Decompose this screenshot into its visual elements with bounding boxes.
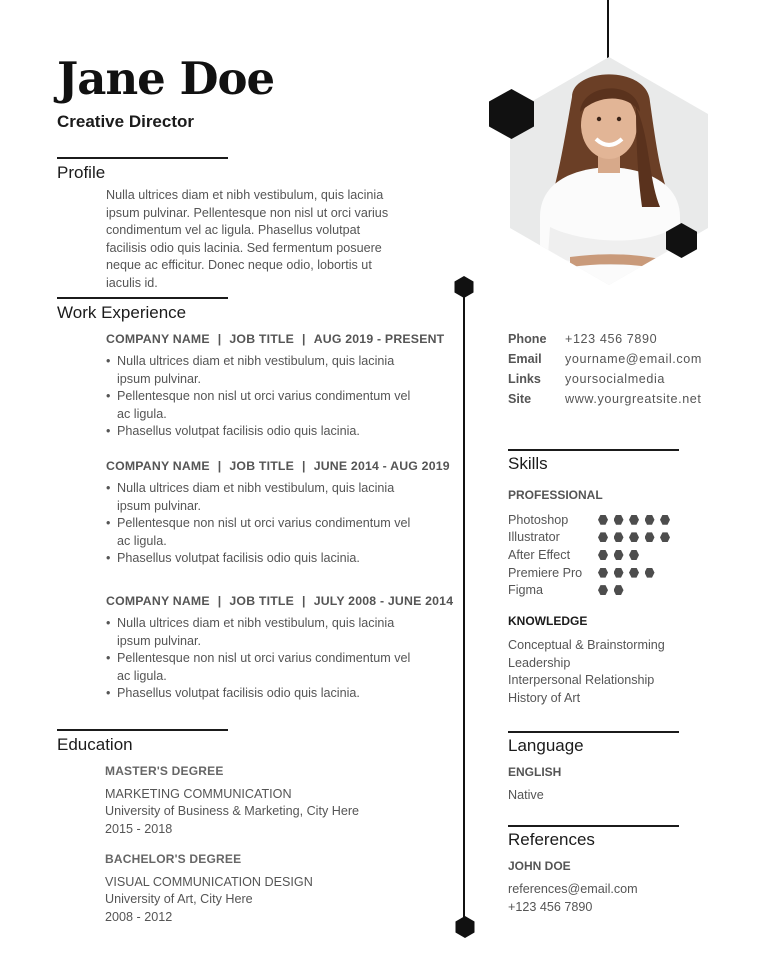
job-company: COMPANY NAME [106,459,210,473]
skill-dot-icon [645,532,655,542]
skills-heading: Skills [508,454,548,473]
reference-contact [508,881,638,916]
skill-dot-icon [645,568,655,578]
contact-value: +123 456 7890 [565,332,658,346]
education-years: 2015 - 2018 [105,821,173,836]
degree-title: MASTER'S DEGREE [105,764,224,778]
skill-name: Premiere Pro [508,565,583,580]
skill-row [508,581,670,599]
skill-row [508,546,670,564]
job-separator: | [217,594,222,608]
reference-phone: +123 456 7890 [508,899,593,914]
job-dates: JUNE 2014 - AUG 2019 [313,459,450,473]
skill-rating [598,515,670,525]
contact-value[interactable]: yourname@email.com [565,352,702,366]
job-1-header [106,332,445,346]
list-item: • Nulla ultrices diam et nibh vestibulum, quis lacinia ipsum pulvinar. [117,615,411,650]
skill-rating [598,568,655,578]
job-company: COMPANY NAME [106,594,210,608]
list-item: • Pellentesque non nisl ut orci varius condimentum vel ac ligula. [117,650,411,685]
skill-dot-icon [614,585,624,595]
skill-dot-icon [614,515,624,525]
skill-rating [598,585,624,595]
contact-email [508,349,702,369]
knowledge-list [508,637,665,707]
skill-name: Figma [508,583,543,598]
skill-rating [598,532,670,542]
job-separator: | [302,459,306,473]
reference-name: JOHN DOE [508,859,571,873]
education-field: VISUAL COMMUNICATION DESIGN [105,875,313,889]
skill-dot-icon [598,532,608,542]
list-item: • Pellentesque non nisl ut orci varius condimentum vel ac ligula. [117,388,411,423]
contact-value[interactable]: yoursocialmedia [565,372,665,386]
education-details [105,874,405,926]
language-name: ENGLISH [508,765,562,779]
skill-dot-icon [629,532,639,542]
job-1-bullets [106,353,411,441]
job-dates: AUG 2019 - PRESENT [313,332,445,346]
job-dates: JULY 2008 - JUNE 2014 [313,594,454,608]
list-item: • Nulla ultrices diam et nibh vestibulum, quis lacinia ipsum pulvinar. [117,480,411,515]
contact-label: Phone [508,332,547,346]
job-company: COMPANY NAME [106,332,210,346]
job-3-header [106,594,454,608]
top-connector-line [607,0,609,58]
job-separator: | [302,594,306,608]
list-item: • Phasellus volutpat facilisis odio quis lacinia. [117,685,411,703]
profile-heading: Profile [57,163,106,182]
skills-rule [508,449,679,451]
education-entry-1 [105,764,405,838]
timeline-line [463,287,465,927]
profile-text: Nulla ultrices diam et nibh vestibulum, quis lacinia ipsum pulvinar. Pellentesque non nisl ut orci varius condimentum vel ac ligula. Phasellus volutpat facilisis odio quis lacinia. Sed fermentum posuere neque ac efficitur. Donec neque odio, lobortis ut iaculis id. [106,188,389,290]
skill-list [508,511,670,599]
contact-site [508,389,702,409]
list-item: • Pellentesque non nisl ut orci varius condimentum vel ac ligula. [117,515,411,550]
job-2-bullets [106,480,411,568]
skill-dot-icon [598,515,608,525]
education-rule [57,729,228,731]
education-field: MARKETING COMMUNICATION [105,787,292,801]
contact-phone [508,329,702,349]
list-item: • Phasellus volutpat facilisis odio quis lacinia. [117,550,411,568]
list-item: Interpersonal Relationship [508,673,655,688]
references-rule [508,825,679,827]
education-years: 2008 - 2012 [105,909,173,924]
job-separator: | [302,332,306,346]
skill-dot-icon [660,515,670,525]
job-3 [106,594,454,703]
job-separator: | [217,459,222,473]
contact-label: Site [508,392,532,406]
skill-row [508,529,670,547]
job-role: JOB TITLE [229,594,295,608]
list-item: History of Art [508,690,581,705]
skill-dot-icon [614,550,624,560]
skill-dot-icon [598,568,608,578]
skill-dot-icon [598,550,608,560]
job-2-header [106,459,450,473]
education-heading: Education [57,735,133,754]
list-item: • Nulla ultrices diam et nibh vestibulum, quis lacinia ipsum pulvinar. [117,353,411,388]
timeline-hexagon-bottom [454,916,476,938]
hexagon-accent-right [666,223,697,258]
job-role: JOB TITLE [229,332,295,346]
degree-title: BACHELOR'S DEGREE [105,852,242,866]
skill-row [508,564,670,582]
education-entry-2 [105,852,405,926]
name-heading: Jane Doe [57,52,275,105]
job-1 [106,332,445,441]
skill-name: Photoshop [508,512,569,527]
job-title-heading: Creative Director [57,112,195,131]
list-item: • Phasellus volutpat facilisis odio quis lacinia. [117,423,411,441]
contact-label: Email [508,352,542,366]
knowledge-label: KNOWLEDGE [508,614,588,628]
language-level: Native [508,788,544,802]
skill-dot-icon [660,532,670,542]
skill-rating [598,550,639,560]
contact-value[interactable]: www.yourgreatsite.net [565,392,702,406]
education-details [105,786,405,838]
skill-dot-icon [629,568,639,578]
skill-dot-icon [614,568,624,578]
timeline-hexagon-top [453,276,475,298]
language-heading: Language [508,736,584,755]
skill-dot-icon [598,585,608,595]
job-3-bullets [106,615,411,703]
language-rule [508,731,679,733]
skill-dot-icon [645,515,655,525]
skill-dot-icon [629,550,639,560]
contact-links [508,369,702,389]
list-item: Leadership [508,655,571,670]
references-heading: References [508,830,595,849]
skill-dot-icon [629,515,639,525]
job-role: JOB TITLE [229,459,295,473]
hexagon-accent-left [489,89,534,139]
work-heading: Work Experience [57,303,187,322]
profile-rule [57,157,228,159]
professional-label: PROFESSIONAL [508,488,603,502]
skill-name: Illustrator [508,530,560,545]
work-rule [57,297,228,299]
skill-dot-icon [614,532,624,542]
education-school: University of Art, City Here [105,892,253,907]
contact-block [508,329,702,409]
skill-row [508,511,670,529]
reference-email[interactable]: references@email.com [508,882,638,896]
education-school: University of Business & Marketing, City Here [105,804,360,819]
contact-label: Links [508,372,541,386]
job-separator: | [217,332,222,346]
list-item: Conceptual & Brainstorming [508,638,665,652]
skill-name: After Effect [508,547,571,562]
job-2 [106,459,450,568]
